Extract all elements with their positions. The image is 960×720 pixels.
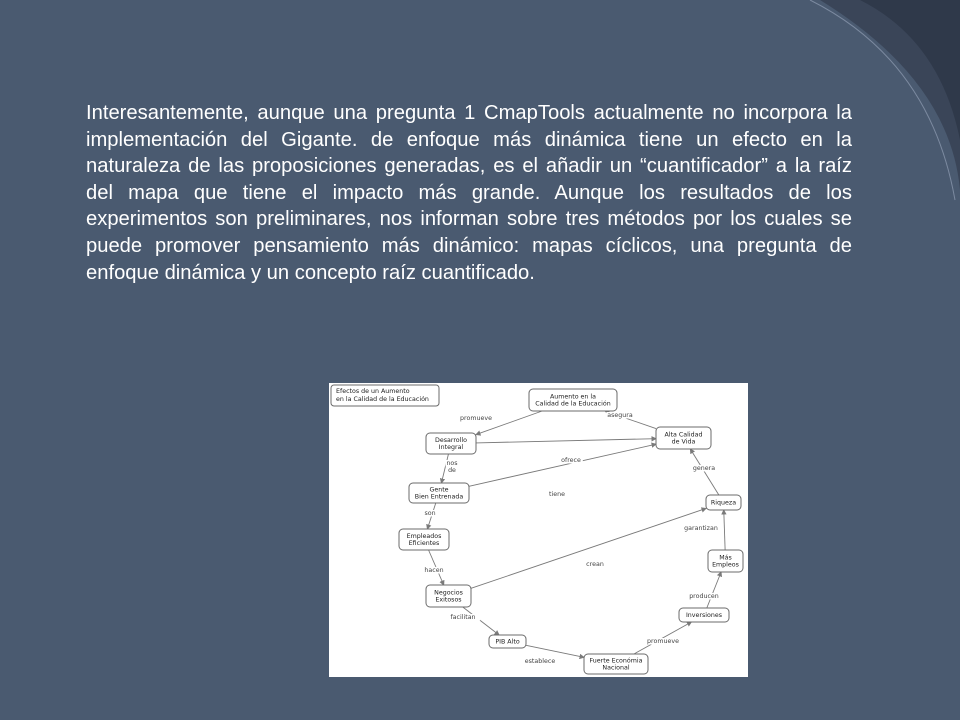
link-label: nos [446,460,458,467]
concept-node-label: Gente [429,486,449,494]
map-title-line-2: en la Calidad de la Educación [336,396,429,403]
concept-node-inversiones [679,608,729,622]
concept-node-pib [489,635,526,648]
map-title [331,385,439,406]
link-riqueza-alta [690,449,719,495]
concept-node-label: Calidad de la Educación [535,400,611,408]
link-label: ofrece [561,457,581,464]
link-label: promueve [647,638,679,645]
concept-node-alta [656,427,711,449]
concept-node-desarrollo [426,433,476,454]
link-gente-alta [469,444,656,486]
link-label: hacen [424,567,444,574]
concept-node-label: Eficientes [408,540,440,548]
concept-node-label: Riqueza [710,499,737,507]
concept-node-label: Más [719,554,732,562]
concept-node-label: Alta Calidad [664,431,703,439]
svg-text:en la Calidad de la Educación [336,395,429,403]
link-label: de [448,467,456,474]
link-negocios-riqueza [471,508,706,588]
concept-node-negocios [426,585,471,607]
concept-node-fuerte [584,654,648,674]
link-label: genera [692,465,716,472]
svg-text:Efectos de un Aumento [336,388,410,395]
concept-node-label: Integral [438,444,464,452]
concept-node-label: Nacional [602,664,630,672]
link-label: establece [524,658,556,665]
concept-node-label: PIB Alto [495,638,520,646]
link-label: son [424,510,436,517]
concept-node-empleados [399,529,449,550]
link-label: promueve [460,415,492,422]
link-label: facilitan [450,614,476,621]
concept-node-label: Negocios [434,589,463,597]
link-desarrollo-alta [476,439,656,443]
link-inversiones-mas [707,572,721,608]
link-label: asegura [607,412,633,419]
concept-node-label: Aumento en la [549,393,597,401]
concept-node-label: Desarrollo [435,437,467,445]
concept-node-label: Inversiones [685,612,723,620]
link-label: tiene [549,491,565,498]
concept-node-label: Exitosos [435,596,462,604]
link-label: garantizan [684,525,718,532]
link-label: producen [689,593,719,600]
link-mas-riqueza [724,510,725,550]
concept-node-label: de Vida [671,438,696,446]
concept-node-label: Fuerte Económia [589,657,643,665]
concept-node-label: Empleos [712,561,739,569]
concept-node-riqueza [706,495,741,510]
map-title-line-1: Efectos de un Aumento [336,388,410,395]
concept-map [329,383,748,677]
concept-node-label: Empleados [406,533,442,541]
concept-node-aumento [529,389,617,411]
link-pib-fuerte [526,645,584,657]
link-label: crean [586,561,604,568]
slide-paragraph: Interesantemente, aunque una pregunta 1 CmapTools actualmente no incorpora la implementación del Gigante. de enfoque más dinámica tiene un efecto en la naturaleza de las proposiciones generadas, es el añadir un “cuantificador” a la raíz del mapa que tiene el impacto más grande. Aunque los resultados de los experimentos son preliminares, nos informan sobre tres métodos por los cuales se puede promover pensamiento más dinámico: mapas cíclicos, una pregunta de enfoque dinámica y un concepto raíz cuantificado. [86,102,852,284]
concept-node-mas [708,550,743,572]
concept-node-gente [409,483,469,503]
link-negocios-pib [463,607,499,635]
concept-node-label: Bien Entrenada [414,493,464,501]
concept-map-svg [329,383,748,677]
